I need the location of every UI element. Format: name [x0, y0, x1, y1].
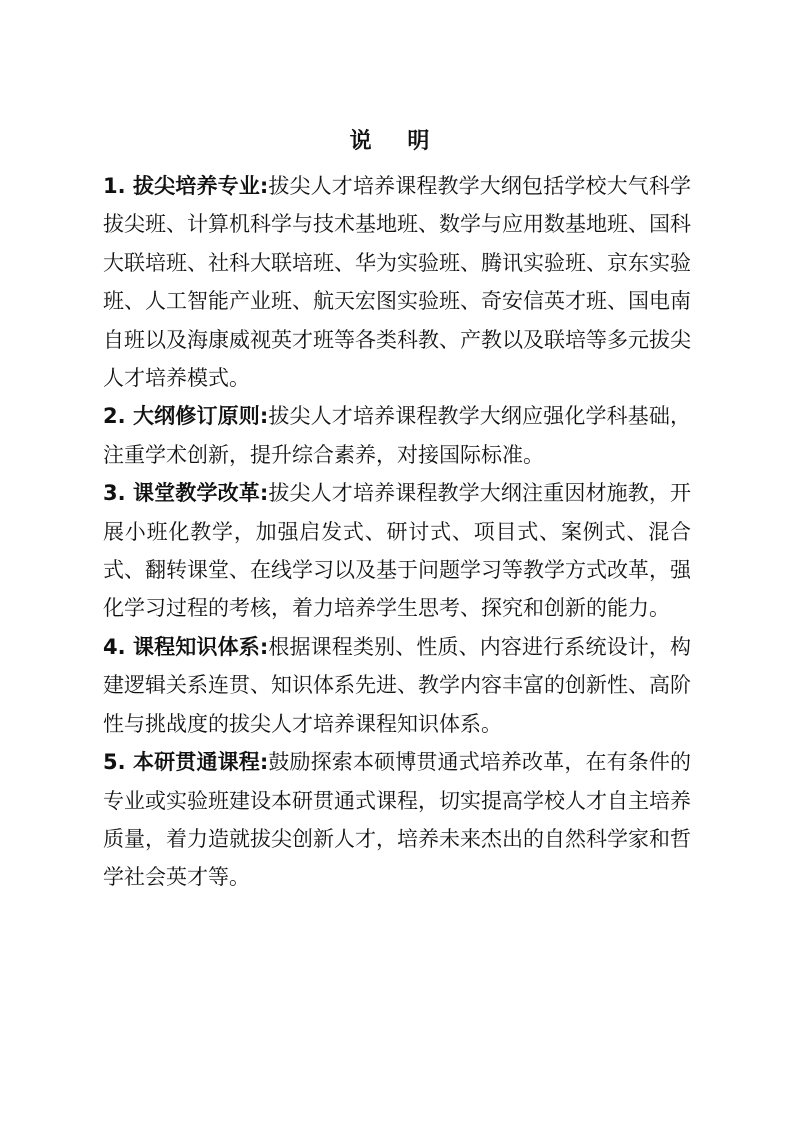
section-3 [103, 474, 691, 628]
section-1-heading: 1. 拔尖培养专业: [103, 174, 269, 198]
section-3-heading: 3. 课堂教学改革: [103, 481, 269, 506]
section-4 [103, 628, 691, 743]
section-5-text: 鼓励探索本硕博贯通式培养改革，在有条件的专业或实验班建设本研贯通式课程，切实提高学校人才自主培养质量，着力造就拔尖创新人才，培养未来杰出的自然科学家和哲学社会英才等。 [103, 750, 691, 890]
section-2-heading: 2. 大纲修订原则: [103, 404, 269, 429]
section-1-text: 拔尖人才培养课程教学大纲包括学校大气科学拔尖班、计算机科学与技术基地班、数学与应用数基地班、国科大联培班、社科大联培班、华为实验班、腾讯实验班、京东实验班、人工智能产业班、航天宏图实验班、奇安信英才班、国电南自班以及海康威视英才班等各类科教、产教以及联培等多元拔尖人才培养模式。 [103, 174, 691, 391]
section-5-heading: 5. 本研贯通课程: [103, 750, 269, 775]
section-3-text: 拔尖人才培养课程教学大纲注重因材施教，开展小班化教学，加强启发式、研讨式、项目式、案例式、混合式、翻转课堂、在线学习以及基于问题学习等教学方式改革，强化学习过程的考核，着力培养学生思考、探究和创新的能力。 [103, 481, 691, 621]
section-1 [103, 167, 691, 397]
section-2-text: 拔尖人才培养课程教学大纲应强化学科基础，注重学术创新，提升综合素养，对接国际标准。 [103, 404, 691, 467]
section-2 [103, 397, 691, 474]
document-body [103, 167, 691, 897]
section-4-text: 根据课程类别、性质、内容进行系统设计，构建逻辑关系连贯、知识体系先进、教学内容丰富的创新性、高阶性与挑战度的拔尖人才培养课程知识体系。 [103, 634, 691, 736]
page-title: 说 明 [349, 129, 444, 154]
section-5 [103, 743, 691, 897]
section-4-heading: 4. 课程知识体系: [103, 634, 269, 659]
